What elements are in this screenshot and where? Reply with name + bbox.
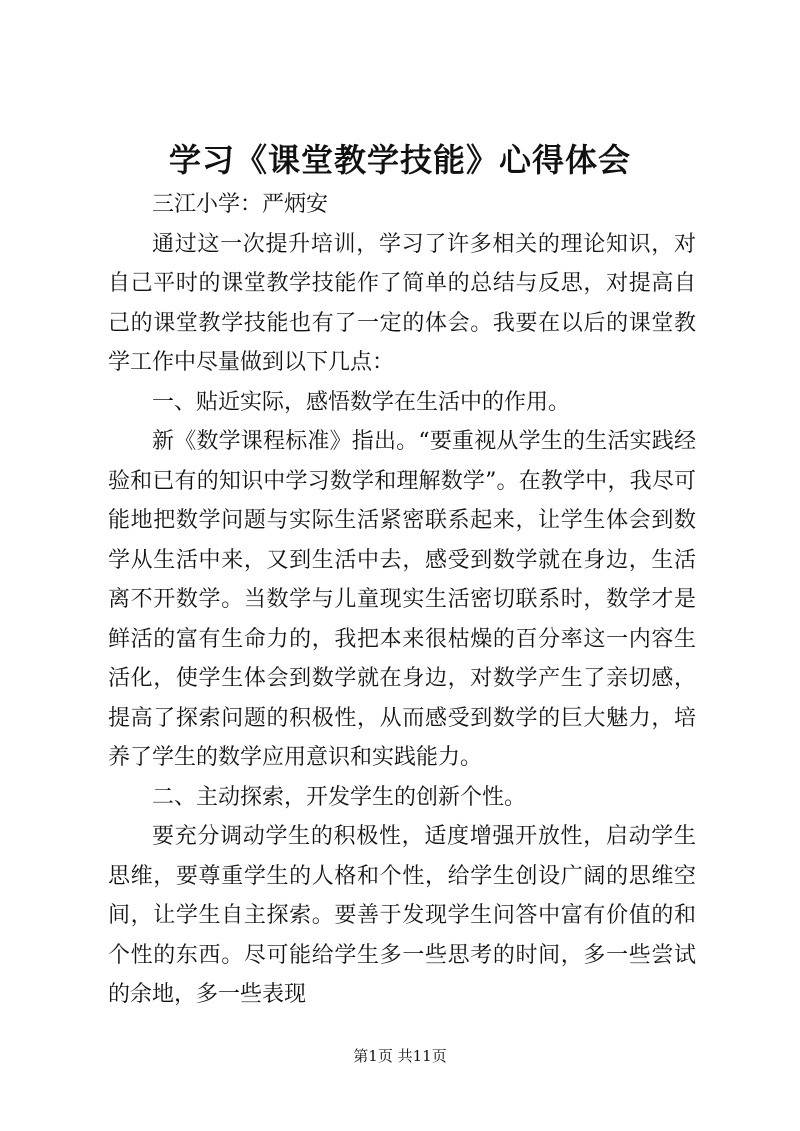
paragraph-section-2: 要充分调动学生的积极性，适度增强开放性，启动学生思维，要尊重学生的人格和个性，给学生创设广阔的思维空间，让学生自主探索。要善于发现学生问答中富有价值的和个性的东西。尽可能给学生多一些思考的时间，多一些尝试的余地，多一些表现: [108, 824, 696, 1007]
author-byline: 三江小学：严炳安: [152, 192, 329, 217]
section-heading-1: 一、贴近实际，感悟数学在生活中的作用。: [152, 389, 571, 415]
section-heading-2: 二、主动探索，开发学生的创新个性。: [152, 784, 527, 810]
page-footer: 第1页 共11页: [353, 1047, 447, 1065]
document-body: [108, 185, 696, 1015]
paragraph-intro: 通过这一次提升培训，学习了许多相关的理论知识，对自己平时的课堂教学技能作了简单的总结与反思，对提高自己的课堂教学技能也有了一定的体会。我要在以后的课堂教学工作中尽量做到以下几点：: [108, 231, 696, 375]
document-title: 学习《课堂教学技能》心得体会: [168, 141, 631, 179]
paragraph-section-1: 新《数学课程标准》指出。“要重视从学生的生活实践经验和已有的知识中学习数学和理解数学”。在教学中，我尽可能地把数学问题与实际生活紧密联系起来，让学生体会到数学从生活中来，又到生活中去，感受到数学就在身边，生活离不开数学。当数学与儿童现实生活密切联系时，数学才是鲜活的富有生命力的，我把本来很枯燥的百分率这一内容生活化，使学生体会到数学就在身边，对数学产生了亲切感，提高了探索问题的积极性，从而感受到数学的巨大魅力，培养了学生的数学应用意识和实践能力。: [108, 429, 696, 770]
